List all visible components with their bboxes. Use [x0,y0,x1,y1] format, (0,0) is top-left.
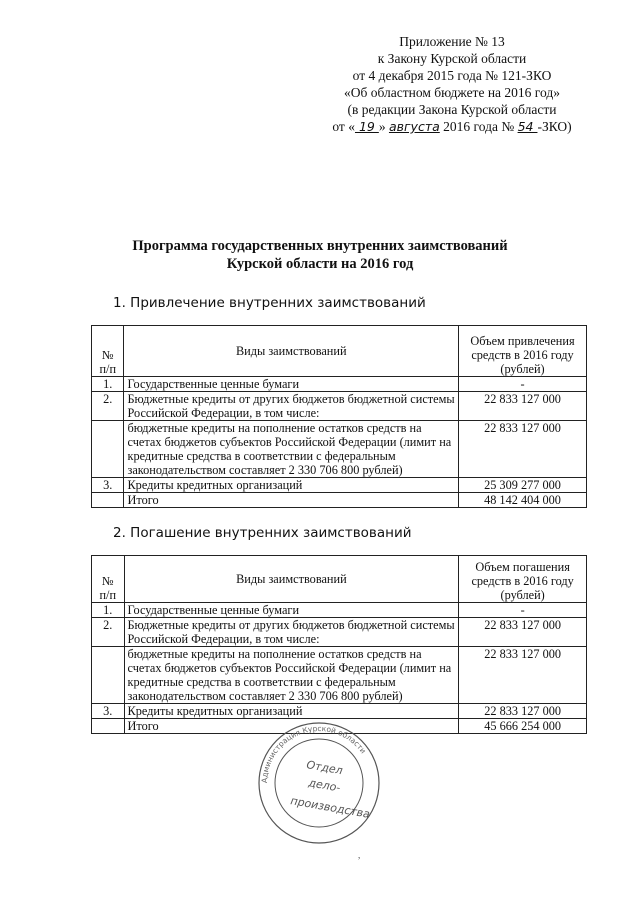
row-amount: 48 142 404 000 [459,493,587,508]
row-num [92,719,125,734]
row-num [92,647,125,704]
title-line-2: Курской области на 2016 год [226,256,414,272]
row-type: бюджетные кредиты на пополнение остатков средств на счетах бюджетов субъектов Российской Федерации (лимит на кредитные средства в соответствии с федеральным законодательством составляет 2 330 706 800 рублей) [124,647,459,704]
section-1-heading: 1. Привлечение внутренних заимствований [113,295,426,311]
row-num: 3. [92,478,124,493]
table-row [92,421,587,478]
table-row [92,603,587,618]
row-num [92,421,124,478]
header-line-3: от 4 декабря 2015 года № 121-ЗКО [352,68,552,83]
row-amount: 22 833 127 000 [459,392,587,421]
row-amount: - [459,377,587,392]
header-line-5: (в редакции Закона Курской области [347,102,557,117]
amend-year: 2016 года № [439,119,518,134]
col-header-num: № п/п [92,556,125,603]
table-row [92,478,587,493]
col-header-amount: Объем погашения средств в 2016 году (рублей) [459,556,587,603]
row-type: Бюджетные кредиты от других бюджетов бюджетной системы Российской Федерации, в том числе: [124,618,459,647]
table-row [92,618,587,647]
col-header-num: № п/п [92,326,124,377]
stamp-text-2: дело- [307,776,342,795]
table-total-row [92,493,587,508]
borrowing-table [91,325,587,508]
table-row [92,377,587,392]
row-amount: - [459,603,587,618]
stamp-text-1: Отдел [305,758,344,778]
col-header-amount: Объем привлечения средств в 2016 году (рублей) [459,326,587,377]
row-type: бюджетные кредиты на пополнение остатков средств на счетах бюджетов субъектов Российской Федерации (лимит на кредитные средства в соответствии с федеральным законодательством составляет 2 330 706 800 рублей) [124,421,459,478]
row-amount: 22 833 127 000 [459,421,587,478]
amend-month: августа [388,119,440,134]
header-line-1: Приложение № 13 [399,34,505,49]
row-type: Итого [124,493,459,508]
amend-mid: » [378,119,389,134]
row-amount: 25 309 277 000 [459,478,587,493]
stamp-text-3: производства [289,794,371,821]
row-num: 2. [92,392,124,421]
row-amount: 22 833 127 000 [459,704,587,719]
table-row [92,704,587,719]
row-amount: 45 666 254 000 [459,719,587,734]
amend-suffix: -ЗКО) [537,119,572,134]
header-line-2: к Закону Курской области [377,51,527,66]
row-type: Государственные ценные бумаги [124,603,459,618]
row-type: Итого [124,719,459,734]
row-num: 2. [92,618,125,647]
row-num: 3. [92,704,125,719]
section-2-heading: 2. Погашение внутренних заимствований [113,525,412,541]
table-row [92,392,587,421]
amend-number: 54 [517,119,538,134]
amendment-line [322,118,582,135]
row-type: Кредиты кредитных организаций [124,478,459,493]
row-amount: 22 833 127 000 [459,647,587,704]
row-amount: 22 833 127 000 [459,618,587,647]
col-header-type: Виды заимствований [124,326,459,377]
title-line-1: Программа государственных внутренних заимствований [132,238,508,254]
row-num [92,493,124,508]
stamp-ring-text: Администрация Курской области [259,723,368,784]
table-row [92,647,587,704]
document-title [0,237,640,273]
row-num: 1. [92,377,124,392]
col-header-type: Виды заимствований [124,556,459,603]
table-header-row [92,556,587,603]
appendix-header [322,33,582,135]
scan-mark: , [358,850,361,860]
header-line-4: «Об областном бюджете на 2016 год» [344,85,560,100]
row-type: Государственные ценные бумаги [124,377,459,392]
office-stamp [254,720,384,846]
row-type: Бюджетные кредиты от других бюджетов бюджетной системы Российской Федерации, в том числе: [124,392,459,421]
row-num: 1. [92,603,125,618]
repayment-table [91,555,587,734]
row-type: Кредиты кредитных организаций [124,704,459,719]
amend-day: 19 [354,119,379,134]
table-header-row [92,326,587,377]
amend-prefix: от « [332,119,355,134]
